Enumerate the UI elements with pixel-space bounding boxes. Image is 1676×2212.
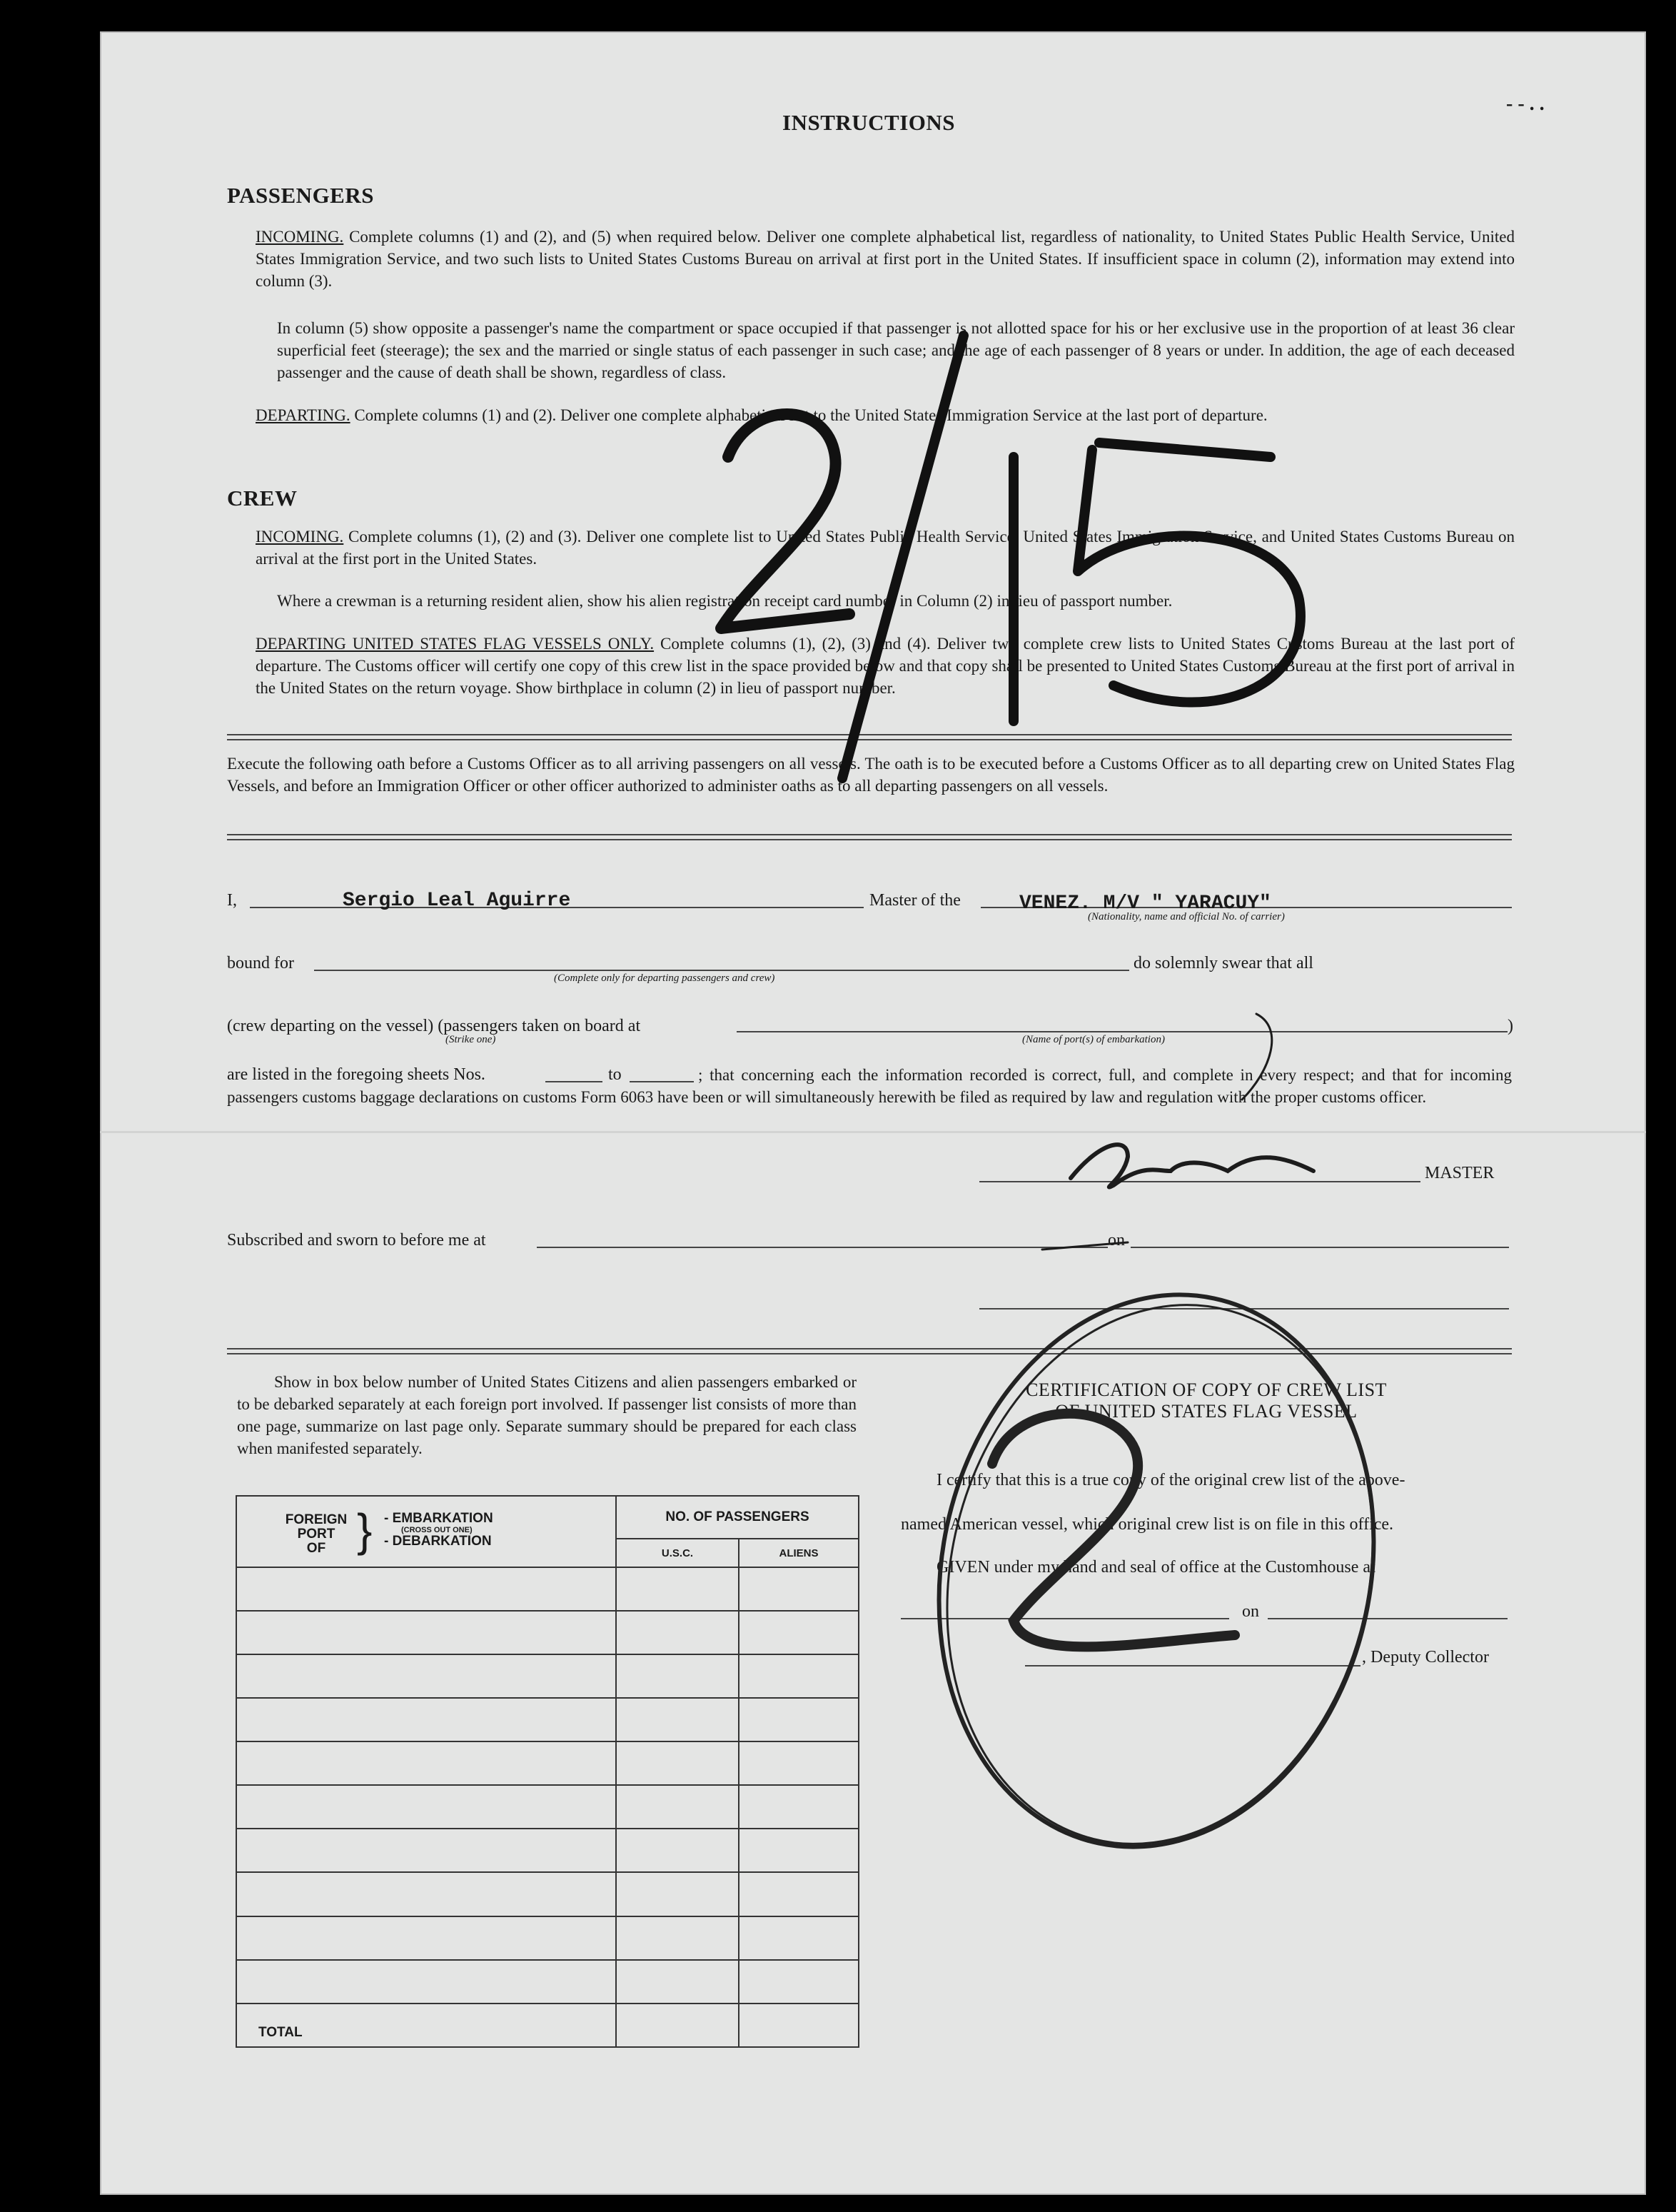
page-title: INSTRUCTIONS	[782, 110, 956, 135]
oath-instructions: Execute the following oath before a Customs Officer as to all arriving passengers on all vessels. The oath is to be executed before a Customs Officer as to all departing crew on United States Flag Vessels, and before an Immigration Officer or other officer authorized to administer oaths as to all departing passengers on all vessels.	[227, 755, 1515, 795]
strike-one-caption: (Strike one)	[445, 1034, 496, 1045]
cross-out-one-label: (CROSS OUT ONE)	[401, 1525, 473, 1534]
corner-mark: - - . .	[1506, 93, 1545, 115]
bound-for-caption: (Complete only for departing passengers and crew)	[554, 972, 775, 984]
bound-for-label: bound for	[227, 954, 294, 972]
passengers-incoming-label: INCOMING.	[256, 228, 344, 246]
passengers-heading: PASSENGERS	[227, 183, 374, 208]
swear-label: do solemnly swear that all	[1134, 954, 1313, 972]
sheets-label: are listed in the foregoing sheets Nos.	[227, 1065, 485, 1084]
usc-header: U.S.C.	[616, 1539, 739, 1567]
master-of-label: Master of the	[869, 891, 961, 910]
debarkation-label: - DEBARKATION	[384, 1533, 492, 1549]
certify-line2: named American vessel, which original crew list is on file in this office.	[901, 1515, 1394, 1534]
crew-departing-label: (crew departing on the vessel) (passengers taken on board at	[227, 1017, 641, 1035]
ports-caption: (Name of port(s) of embarkation)	[1022, 1034, 1165, 1045]
certification-heading-line1: CERTIFICATION OF COPY OF CREW LIST	[1026, 1379, 1387, 1400]
vessel-value: VENEZ. M/V " YARACUY"	[1019, 893, 1271, 915]
passengers-departing-text: Complete columns (1) and (2). Deliver one complete alphabetical list to the United States Immigration Service at the last port of departure.	[350, 406, 1268, 424]
passengers-departing-label: DEPARTING.	[256, 406, 350, 424]
deputy-collector-label: , Deputy Collector	[1362, 1648, 1489, 1666]
total-label: TOTAL	[236, 2004, 616, 2047]
embarkation-label: - EMBARKATION	[384, 1510, 493, 1526]
crew-departing-label: DEPARTING UNITED STATES FLAG VESSELS ONLY.	[256, 635, 655, 653]
oath-i-label: I,	[227, 891, 237, 910]
passengers-column5-paragraph: In column (5) show opposite a passenger's name the compartment or space occupied if that passenger is not allotted space for his or her exclusive use in the proportion of at least 36 clear superficial feet (steerage); the sex and the married or single status of each passenger in such case; and the age of each passenger of 8 years or under. In addition, the age of each deceased passenger and the cause of death shall be shown, regardless of class.	[277, 319, 1515, 381]
certify-line1: I certify that this is a true copy of the original crew list of the above-	[937, 1471, 1405, 1489]
port-label: PORT	[297, 1526, 335, 1542]
given-line: GIVEN under my hand and seal of office at the Customhouse at	[937, 1558, 1375, 1577]
crew-incoming-text: Complete columns (1), (2) and (3). Deliver one complete list to United States Public Health Service, United States Immigration Service, and United States Customs Bureau on arrival at the first port in the United States.	[256, 528, 1515, 568]
certification-on-label: on	[1242, 1602, 1259, 1621]
vessel-caption: (Nationality, name and official No. of carrier)	[1088, 911, 1285, 922]
crew-incoming-label: INCOMING.	[256, 528, 344, 546]
brace-symbol: }	[357, 1504, 373, 1556]
crew-resident-paragraph: Where a crewman is a returning resident alien, show his alien registration receipt card number in Column (2) in lieu of passport number.	[277, 592, 1173, 610]
passengers-incoming-text: Complete columns (1) and (2), and (5) when required below. Deliver one complete alphabetical list, regardless of nationality, to United States Public Health Service, United States Immigration Service, and two such lists to United States Customs Bureau on arrival at first port in the United States. If insufficient space in column (2), information may extend into column (3).	[256, 228, 1515, 290]
summary-note: Show in box below number of United States Citizens and alien passengers embarked or to be debarked separately at each foreign port involved. If passenger list consists of more than one page, summarize on last page only. Separate summary should be prepared for each class when manifested separately.	[237, 1373, 857, 1457]
subscribed-label: Subscribed and sworn to before me at	[227, 1231, 486, 1250]
crew-heading: CREW	[227, 486, 298, 511]
master-label: MASTER	[1425, 1164, 1495, 1182]
certification-heading-line2: OF UNITED STATES FLAG VESSEL	[1055, 1401, 1358, 1422]
handwritten-2-15-mark	[721, 336, 1301, 778]
of-label: OF	[306, 1540, 326, 1556]
no-of-passengers-header: NO. OF PASSENGERS	[616, 1496, 859, 1539]
handwritten-circled-2-mark	[889, 1254, 1428, 1889]
master-name-value: Sergio Leal Aguirre	[343, 890, 571, 912]
aliens-header: ALIENS	[739, 1539, 859, 1567]
crew-departing-text: Complete columns (1), (2), (3) and (4). Deliver two complete crew lists to United States Customs Bureau at the last port of departure. The Customs officer will certify one copy of this crew list in the space provided below and that copy shall be presented to United States Customs Bureau at the first port of arrival in the United States on the return voyage. Show birthplace in column (2) in lieu of passport number.	[256, 635, 1515, 697]
close-paren: )	[1508, 1017, 1513, 1035]
subscribed-on-label: on	[1108, 1231, 1125, 1250]
foreign-label: FOREIGN	[285, 1512, 348, 1527]
sheets-paragraph: ; that concerning each the information recorded is correct, full, and complete in every respect; and that for incoming passengers customs baggage declarations on customs Form 6063 have been or will simultaneously herewith be filed as required by law and regulation with the proper customs officer.	[227, 1066, 1512, 1106]
sheets-to-label: to	[608, 1065, 622, 1084]
master-signature-mark	[1042, 1014, 1313, 1250]
